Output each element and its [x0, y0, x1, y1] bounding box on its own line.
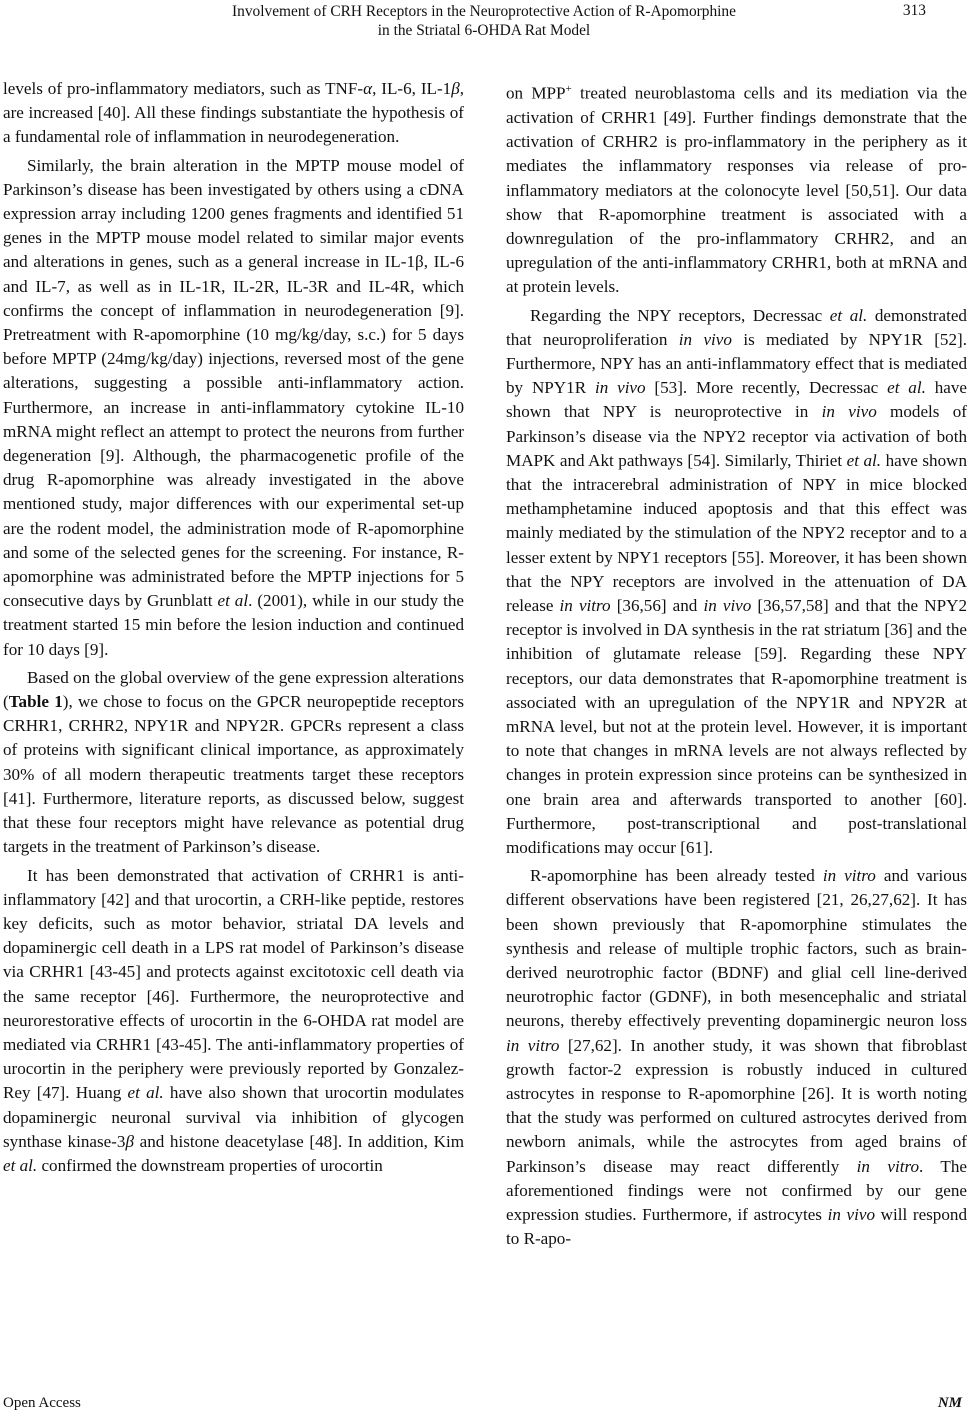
italic-text: in vivo [678, 329, 732, 349]
running-title-line-2: in the Striatal 6-OHDA Rat Model [377, 22, 591, 39]
text-run: . The aforementioned findings were not confirmed by our gene expression studies. Furthermore, if astrocytes [506, 1156, 967, 1225]
body-paragraph [3, 864, 464, 1179]
body-paragraph [3, 666, 464, 860]
italic-text: in vivo [821, 402, 877, 422]
text-run: models of Parkinson’s disease via the NPY2 receptor via activation of both MAPK and Akt pathways [54]. Similarly, Thiriet [506, 402, 967, 470]
body-paragraph [3, 154, 464, 662]
italic-text: β [451, 79, 460, 98]
text-run: , are increased [40]. All these findings substantiate the hypothesis of a fundamental role of inflammation in neurodegeneration. [3, 79, 464, 147]
italic-text: in vivo [827, 1205, 875, 1225]
italic-text: α [363, 79, 373, 98]
running-header [0, 2, 968, 40]
text-run: [27,62]. In another study, it was shown that fibroblast growth factor-2 expression is robustly induced in cultured astrocytes in response to R-apomorphine [26]. It is worth noting that the study was performed on cultured astrocytes derived from newborn animals, while the astrocytes from aged brains of Parkinson’s disease may react differently [506, 1035, 967, 1176]
body-paragraph [3, 77, 464, 150]
text-run: is mediated by NPY1R [52]. Furthermore, NPY has an anti-inflammatory effect that is mediated by NPY1R [506, 329, 967, 398]
italic-text: β [125, 1131, 134, 1151]
text-run: [36,56] and [610, 595, 704, 615]
page-footer [0, 1395, 968, 1415]
text-run: R-apomorphine has been already tested [530, 866, 823, 886]
text-run: and histone deacetylase [48]. In addition, Kim [133, 1131, 464, 1151]
text-run: confirmed the downstream properties of urocortin [37, 1155, 383, 1175]
text-run: Based on the global overview of the gene expression alterations ( [3, 667, 464, 712]
text-run: have also shown that urocortin modulates dopaminergic neuronal survival via inhibition of glycogen synthase kinase-3 [3, 1083, 464, 1151]
superscript-text: + [565, 83, 572, 95]
text-run: Similarly, the brain alteration in the MPTP mouse model of Parkinson’s disease has been investigated by others using a cDNA expression array including 1200 genes fragments and identified 51 genes in the MPTP mouse model related to similar major events and alterations in genes, such as a general increase in IL-1β, IL-6 and IL-7, as well as in IL-1R, IL-2R, IL-3R and IL-4R, which confirms the concept of inflammation in neurodegeneration [9]. Pretreatment with R-apomorphine (10 mg/kg/day, s.c.) for 5 days before MPTP (24mg/kg/day) injections, reversed most of the gene alterations, suggesting a possible anti-inflammatory action. Furthermore, an increase in anti-inflammatory cytokine IL-10 mRNA might reflect an attempt to protect the neurons from further degeneration [9]. Although, the pharmacogenetic profile of the drug R-apomorphine was already investigated in the above mentioned study, major differences with our experimental set-up are the rodent model, the administration mode of R-apomorphine and some of the selected genes for the screening. For instance, R-apomorphine was administrated before the MPTP injections for 5 consecutive days by Grunblatt [3, 155, 464, 611]
bold-text: Table 1 [8, 692, 63, 712]
italic-text: in vitro [506, 1035, 560, 1055]
text-run: levels of pro-inflammatory mediators, such as TNF- [3, 79, 364, 98]
italic-text: et al. [127, 1083, 164, 1103]
open-access-label: Open Access [3, 1395, 81, 1411]
journal-abbreviation: NM [937, 1395, 962, 1411]
text-run: and various different observations have been registered [21, 26,27,62]. It has been shown previously that R-apomorphine stimulates the synthesis and release of multiple trophic factors, such as brain-derived neurotrophic factor (BDNF) and glial cell line-derived neurotrophic factor (GDNF), in both mesencephalic and striatal neurons, thereby effectively preventing dopaminergic neuron loss [506, 866, 967, 1031]
text-run: It has been demonstrated that activation of CRHR1 is anti-inflammatory [42] and that urocortin, a CRH-like peptide, restores key deficits, such as motor behavior, striatal DA levels and dopaminergic cell death in a LPS rat model of Parkinson’s disease via CRHR1 [43-45] and protects against excitotoxic cell death via the same receptor [46]. Furthermore, the neuroprotective and neurorestorative effects of urocortin in the 6-OHDA rat model are mediated via CRHR1 [43-45]. The anti-inflammatory properties of urocortin in the periphery were previously reported by Gonzalez-Rey [47]. Huang [3, 865, 464, 1103]
text-run: on MPP [506, 83, 566, 103]
italic-text: et al. [846, 450, 882, 470]
text-run: [36,57,58] and that the NPY2 receptor is involved in DA synthesis in the rat striatum [36] and the inhibition of glutamate release [59]. Regarding these NPY receptors, our data demonstrates that R-apomorphine treatment is associated with an upregulation of the NPY1R and NPY2R at mRNA level, but not at the protein level. However, it is important to note that changes in mRNA levels are not always reflected by changes in protein expression since proteins can be synthesized in one brain area and afterwards transported to another [60]. Furthermore, post-transcriptional and post-translational modifications may occur [61]. [506, 595, 967, 857]
right-text-column [506, 77, 967, 1251]
italic-text: in vitro [559, 595, 611, 615]
italic-text: in vitro [856, 1156, 920, 1176]
body-paragraph [506, 864, 967, 1251]
italic-text: in vivo [594, 378, 646, 398]
italic-text: et al. [887, 378, 926, 398]
text-run: demonstrated that neuroproliferation [506, 305, 967, 349]
running-title-line-1: Involvement of CRH Receptors in the Neuroprotective Action of R-Apomorphine [232, 3, 736, 20]
italic-text: et al. [3, 1155, 38, 1175]
italic-text: et al. [829, 305, 868, 325]
text-run: have shown that NPY is neuroprotective in [506, 378, 967, 422]
text-run: . (2001), while in our study the treatment started 15 min before the lesion induction and continued for 10 days [9]. [3, 591, 465, 659]
body-paragraph [506, 77, 967, 300]
page-number: 313 [902, 2, 926, 19]
text-run: Regarding the NPY receptors, Decressac [530, 305, 830, 325]
text-run: [53]. More recently, Decressac [645, 378, 888, 398]
left-text-column [3, 77, 464, 1178]
italic-text: in vivo [703, 595, 752, 615]
italic-text: in vitro [822, 866, 876, 886]
text-run: will respond to R-apo- [506, 1205, 967, 1249]
text-run: treated neuroblastoma cells and its mediation via the activation of CRHR1 [49]. Further findings demonstrate that the activation of CRHR2 is pro-inflammatory in the periphery as it mediates the inflammatory responses via release of pro-inflammatory mediators at the colonocyte level [50,51]. Our data show that R-apomorphine treatment is associated with a downregulation of the pro-inflammatory CRHR2, and an upregulation of the anti-inflammatory CRHR1, both at mRNA and at protein levels. [506, 83, 967, 297]
body-paragraph [506, 304, 967, 861]
italic-text: et al [217, 591, 249, 611]
text-run: have shown that the intracerebral administration of NPY in mice blocked methamphetamine induced apoptosis and that this effect was mainly mediated by the stimulation of the NPY2 receptor and to a lesser extent by NPY1 receptors [55]. Moreover, it has been shown that the NPY receptors are involved in the attenuation of DA release [506, 450, 968, 615]
text-run: ), we chose to focus on the GPCR neuropeptide receptors CRHR1, CRHR2, NPY1R and NPY2R. GPCRs represent a class of proteins with significant clinical importance, as approximately 30% of all modern therapeutic treatments target these receptors [41]. Furthermore, literature reports, as discussed below, suggest that these four receptors might have relevance as potential drug targets in the treatment of Parkinson’s disease. [3, 692, 464, 857]
text-run: , IL-6, IL-1 [372, 79, 452, 98]
